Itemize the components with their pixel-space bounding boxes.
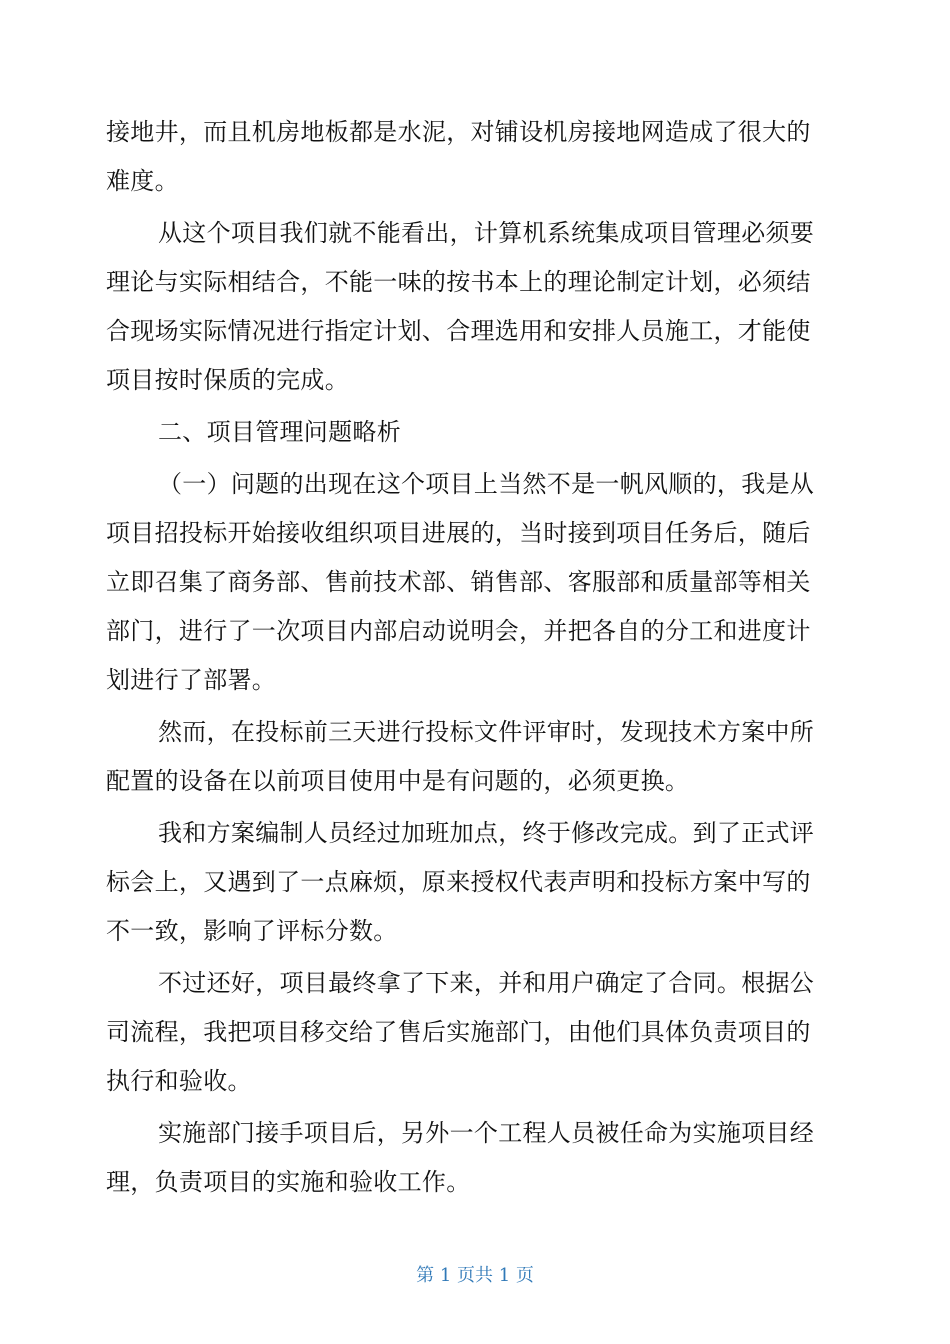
paragraph-7 (106, 959, 838, 1106)
paragraph-line: 标会上，又遇到了一点麻烦，原来授权代表声明和投标方案中写的 (106, 868, 811, 896)
paragraph-2 (106, 209, 838, 405)
paragraph-line: 接地井，而且机房地板都是水泥，对铺设机房接地网造成了很大的 (106, 118, 811, 146)
paragraph-line: 二、项目管理问题略析 (158, 418, 401, 446)
paragraph-5 (106, 708, 838, 806)
paragraph-line: 执行和验收。 (106, 1067, 252, 1095)
paragraph-6 (106, 809, 838, 956)
paragraph-8 (106, 1109, 838, 1207)
paragraph-line: 实施部门接手项目后，另外一个工程人员被任命为实施项目经 (158, 1119, 815, 1147)
paragraph-line: 理论与实际相结合，不能一味的按书本上的理论制定计划，必须结 (106, 268, 811, 296)
paragraph-line: （一）问题的出现在这个项目上当然不是一帆风顺的，我是从 (158, 470, 815, 498)
paragraph-line: 配置的设备在以前项目使用中是有问题的，必须更换。 (106, 767, 690, 795)
paragraph-line: 立即召集了商务部、售前技术部、销售部、客服部和质量部等相关 (106, 568, 811, 596)
document-body (106, 108, 838, 1210)
paragraph-line: 不一致，影响了评标分数。 (106, 917, 398, 945)
paragraph-line: 不过还好，项目最终拿了下来，并和用户确定了合同。根据公 (158, 969, 815, 997)
paragraph-line: 合现场实际情况进行指定计划、合理选用和安排人员施工，才能使 (106, 317, 811, 345)
paragraph-line: 我和方案编制人员经过加班加点，终于修改完成。到了正式评 (158, 819, 815, 847)
paragraph-line: 难度。 (106, 167, 179, 195)
paragraph-line: 部门，进行了一次项目内部启动说明会，并把各自的分工和进度计 (106, 617, 811, 645)
paragraph-line: 项目招投标开始接收组织项目进展的，当时接到项目任务后，随后 (106, 519, 811, 547)
paragraph-line: 从这个项目我们就不能看出，计算机系统集成项目管理必须要 (158, 219, 815, 247)
section-heading (106, 408, 838, 457)
paragraph-line: 划进行了部署。 (106, 666, 277, 694)
paragraph-line: 然而，在投标前三天进行投标文件评审时，发现技术方案中所 (158, 718, 815, 746)
paragraph-1 (106, 108, 838, 206)
paragraph-line: 项目按时保质的完成。 (106, 366, 349, 394)
page-number-footer: 第 1 页共 1 页 (416, 1265, 534, 1286)
paragraph-4 (106, 460, 838, 705)
paragraph-line: 司流程，我把项目移交给了售后实施部门，由他们具体负责项目的 (106, 1018, 811, 1046)
paragraph-line: 理，负责项目的实施和验收工作。 (106, 1168, 471, 1196)
